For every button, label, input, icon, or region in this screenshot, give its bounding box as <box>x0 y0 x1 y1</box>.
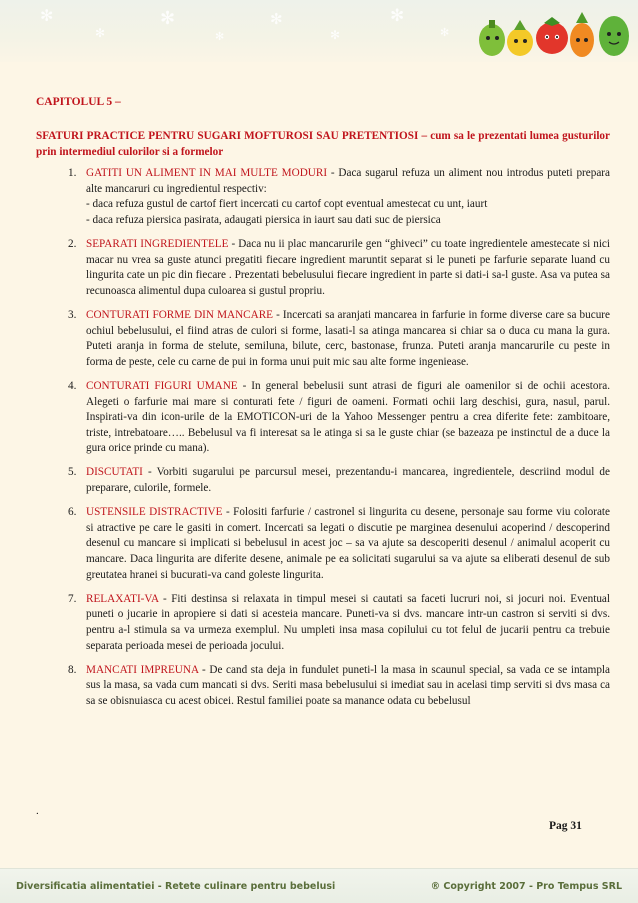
tip-item <box>36 379 610 457</box>
snowflake-icon: ✻ <box>440 26 450 39</box>
tip-heading: CONTURATI FORME DIN MANCARE <box>86 308 274 321</box>
tip-text: - Daca sugarul refuza un aliment nou introdus puteti prepara alte mancaruri cu ingredientul respectiv: <box>86 167 611 195</box>
chapter-heading: CAPITOLUL 5 – <box>36 96 121 108</box>
tip-text: - Fiti destinsa si relaxata in timpul mesei si cautati sa faceti lucruri noi, si jocuri noi. Eventual puneti o jucarie in apropiere si dati si acesteia mancare. Puneti-va si dvs. mancare intr-un castron si serviti si dvs. pentru a-l stimula sa va urmeza exemplul. Nu umpleti insa masa copilului cu tot felul de jucarii pentru ca trebuie separata perioada mesei de perioada jocului. <box>86 592 610 652</box>
snowflake-icon: ✻ <box>160 8 176 29</box>
tip-item <box>36 465 610 496</box>
footer-copyright: ® Copyright 2007 - Pro Tempus SRL <box>430 881 622 892</box>
tip-number: 3. <box>68 308 77 321</box>
document-body <box>36 96 610 718</box>
tip-subpoint: - daca refuza gustul de cartof fiert incercati cu cartof copt eventual amestecat cu unt, iaurt <box>86 198 488 211</box>
tip-heading: USTENSILE DISTRACTIVE <box>86 506 223 519</box>
tip-text: - Daca nu ii plac mancarurile gen “ghiveci” cu toate ingredientele amestecate si nici macar nu vrea sa guste atunci pregatiti fiecare ingredient maruntit separat si le puneti pe farfurie separate luand cu lingurita cate un pic din fiecare . Prezentati bebelusului fiecare ingredient in parte si dati-i sa-l guste. Asa va putea sa recunoasca alimentul dupa culoarea si gustul propriu. <box>86 237 611 297</box>
snowflake-icon: ✻ <box>390 6 405 26</box>
footer <box>0 868 638 903</box>
snowflake-icon: ✻ <box>330 28 341 42</box>
section-title: SFATURI PRACTICE PENTRU SUGARI MOFTUROSI SAU PRETENTIOSI – cum sa le prezentati lumea gusturilor prin intermediul culorilor si a formelor <box>36 130 610 158</box>
tip-heading: MANCATI IMPREUNA <box>86 663 199 676</box>
tip-item <box>36 166 610 228</box>
tip-number: 5. <box>68 466 77 479</box>
tip-subpoint: - daca refuza piersica pasirata, adaugati piersica in iaurt sau dati suc de piersica <box>86 213 441 226</box>
tip-item <box>36 237 610 299</box>
tip-heading: DISCUTATI <box>86 466 143 479</box>
tip-heading: CONTURATI FIGURI UMANE <box>86 379 238 392</box>
header-band <box>0 0 638 62</box>
tip-number: 7. <box>68 592 77 605</box>
tip-number: 2. <box>68 237 77 250</box>
snowflake-icon: ✻ <box>215 30 225 43</box>
tip-text: - De cand sta deja in fundulet puneti-l la masa in scaunul special, sa vada ce se intampla sus la masa, sa vada cum mancati si dvs. Seriti masa bebelusului si imediat sau in acelasi timp serviti si dvs masa ca sa se obisnuiasca cu acest obicei. Restul familiei poate sa manance odata cu bebelusul <box>86 663 611 707</box>
tips-list <box>36 166 610 710</box>
tip-heading: SEPARATI INGREDIENTELE <box>86 237 229 250</box>
tip-item <box>36 505 610 583</box>
tip-heading: RELAXATI-VA <box>86 592 159 605</box>
trailing-mark: . <box>36 805 39 817</box>
tip-text: - Vorbiti sugarului pe parcursul mesei, prezentandu-i mancarea, ingredientele, descriind modul de preparare, culorile, formele. <box>86 466 610 495</box>
tip-text: - In general bebelusii sunt atrasi de figuri ale oamenilor si de ochii acestora. Alegeti o farfurie mai mare si conturati fete / figuri de oameni. Formati ochii larg deschisi, gura, nasul, parul. Inspirati-va din icon-urile de la EMOTICON-uri de la Yahoo Messenger pentru a crea diferite fete: zambitoare, triste, intrebatoare….. Bebelusul va fi interesat sa le atinga si sa le guste chiar (se bazeaza pe instinctul de a duce la gura orice prinde cu mana). <box>86 379 610 455</box>
tip-item <box>36 663 610 710</box>
snowflake-icon: ✻ <box>95 26 106 40</box>
tip-number: 8. <box>68 663 77 676</box>
tip-number: 6. <box>68 506 77 519</box>
tip-item <box>36 592 610 654</box>
tip-number: 4. <box>68 379 77 392</box>
page-number: Pag 31 <box>549 820 582 832</box>
snowflake-icon: ✻ <box>270 10 283 28</box>
footer-title: Diversificatia alimentatiei - Retete culinare pentru bebelusi <box>16 881 336 892</box>
vegetable-characters-icon <box>470 0 638 62</box>
tip-item <box>36 308 610 370</box>
tip-number: 1. <box>68 167 77 179</box>
tip-heading: GATITI UN ALIMENT IN MAI MULTE MODURI <box>86 167 328 179</box>
snowflake-icon: ✻ <box>40 6 54 25</box>
tip-text: - Incercati sa aranjati mancarea in farfurie in forme diverse care sa bucure ochiul bebelusului, el fiind atras de culori si forme, lasati-l sa atinga mancarea si chiar sa o duca cu mana la gura. Puteti aranja in forma de stelute, semiluna, bilute, cerc, bastonase, frunza. Puteti aranja mancarurile cu peste in forma de peste, cele cu carne de pui in forma unui puit mic sau alte forme ingeniease. <box>86 308 610 368</box>
tip-text: - Folositi farfurie / castronel si lingurita cu desene, personaje sau forme viu colorate si atractive pe care le gasiti in comert. Incercati sa legati o discutie pe marginea desenului acoperind / descoperind desenul cu mancare si implicati si bebelusul in acest joc – sa va ajute sa descoperiti desenul / animalul acoperit cu mancare. Daca lingurita are diferite desene, animale pe ea solicitati sugarului sa va ajute sa eliberati desenul de sub greutatea hranei si bucurati-va cand goleste lingurita. <box>86 506 611 581</box>
